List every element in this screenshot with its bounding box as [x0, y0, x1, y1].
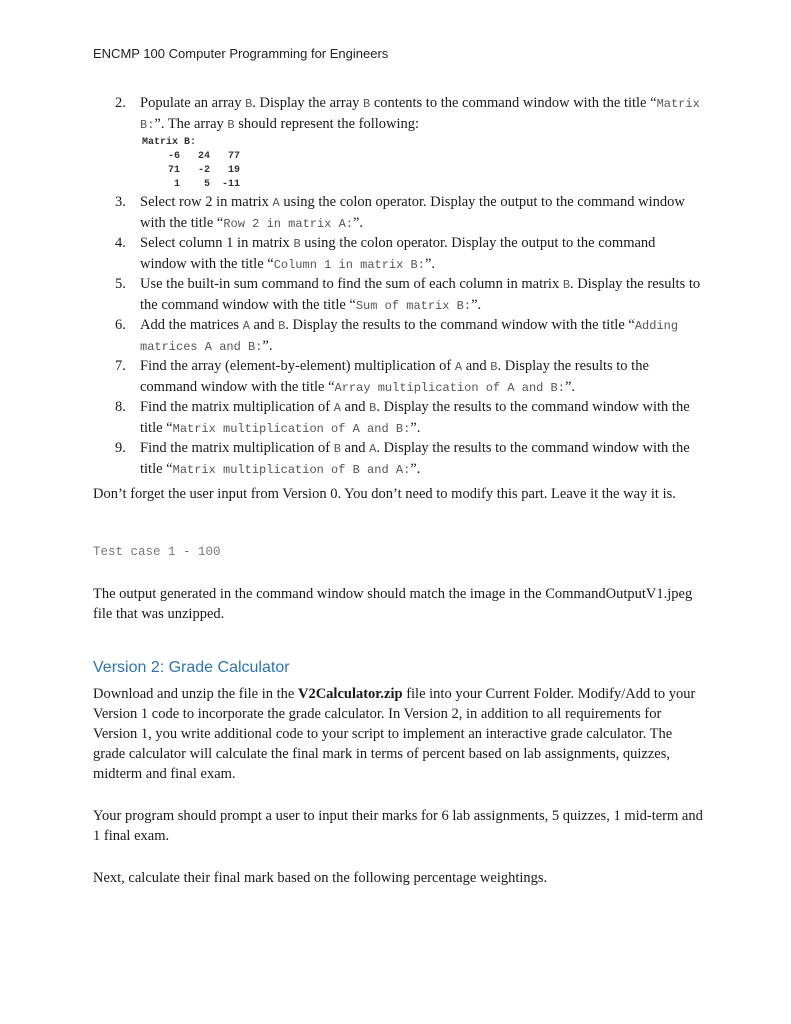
list-item-7	[115, 357, 705, 398]
item-text-part: ”.	[410, 419, 421, 436]
code-text: A	[333, 401, 341, 415]
item-text-part: ”.	[262, 337, 273, 354]
matrix-row	[150, 178, 240, 192]
list-item-5	[115, 275, 705, 316]
item-text-part: using the colon operator. Display the output to the command window with the title “	[140, 194, 685, 231]
item-text-part: . Display the results to the command window with the title “	[140, 358, 649, 395]
code-text: Array multiplication of A and B:	[334, 380, 565, 395]
list-item-9	[115, 439, 705, 480]
list-item-6	[115, 316, 705, 357]
v2-weighting-paragraph: Next, calculate their final mark based on the following percentage weightings.	[93, 870, 548, 886]
item-number: 4.	[115, 235, 126, 251]
code-text: B	[363, 97, 371, 111]
item-text-part: and	[462, 358, 491, 374]
matrix-row	[150, 150, 240, 164]
item-text-part: . Display the results to the command window with the title “	[140, 276, 701, 313]
code-text: B	[333, 442, 341, 456]
item-text-part: . Display the array	[252, 95, 364, 111]
item-text-part: contents to the command window with the title “	[370, 95, 657, 111]
item-number: 7.	[115, 358, 126, 374]
matrix-row	[150, 164, 240, 178]
item-text	[140, 357, 705, 398]
matrix-cell: -2	[197, 165, 210, 176]
list-item-3	[115, 193, 705, 234]
item-text-part: Select row 2 in matrix	[140, 194, 273, 210]
code-text: B	[562, 278, 571, 292]
matrix-cell: 77	[227, 151, 240, 162]
item-text	[140, 94, 705, 135]
list-item-2	[115, 94, 705, 135]
code-text: A	[242, 319, 250, 333]
code-text: B	[227, 117, 235, 132]
item-text-part: ”.	[352, 214, 364, 231]
item-text	[140, 193, 705, 234]
item-text	[140, 439, 705, 480]
item-text-part: using the colon operator. Display the output to the command window with the title “	[140, 235, 656, 272]
item-number: 8.	[115, 399, 126, 415]
page-header: ENCMP 100 Computer Programming for Engineers	[93, 46, 389, 61]
matrix-b-display	[142, 136, 705, 192]
code-text: B	[278, 319, 286, 333]
code-text: A	[272, 196, 280, 210]
item-text-part: Use the built-in sum command to find the sum of each column in matrix	[140, 276, 563, 292]
matrix-cell: -11	[221, 179, 240, 190]
code-text: Row 2 in matrix A:	[223, 216, 353, 231]
list-item-8	[115, 398, 705, 439]
item-text-part: ”.	[410, 460, 421, 477]
test-case-code: Test case 1 - 100	[93, 545, 221, 559]
item-text-part: . Display the results to the command window with the title “	[285, 317, 635, 333]
item-text-part: ”.	[424, 255, 435, 272]
code-text: A	[454, 360, 463, 374]
code-text: Matrix multiplication of A and B:	[172, 421, 411, 436]
code-text: Matrix multiplication of B and A:	[172, 462, 411, 477]
user-input-note: Don’t forget the user input from Version 0. You don’t need to modify this part. Leave it the way it is.	[93, 486, 676, 502]
item-text-part: and	[249, 317, 279, 333]
code-text: Adding matrices A and B:	[140, 319, 679, 354]
item-text-part: Find the array (element-by-element) multiplication of	[140, 358, 455, 374]
v2-prompt-paragraph: Your program should prompt a user to input their marks for 6 lab assignments, 5 quizzes, 1 mid-term and 1 final exam.	[93, 808, 703, 844]
item-text	[140, 316, 705, 357]
code-text: Column 1 in matrix B:	[273, 257, 425, 272]
output-note: The output generated in the command window should match the image in the CommandOutputV1.jpeg file that was unzipped.	[93, 586, 693, 622]
v2-intro-paragraph	[93, 684, 703, 784]
item-text-part: Add the matrices	[140, 317, 243, 333]
item-number: 2.	[115, 95, 126, 111]
code-text: Sum of matrix B:	[355, 298, 472, 313]
item-text-part: should represent the following:	[234, 115, 420, 132]
matrix-title: Matrix B:	[142, 137, 197, 148]
item-text-part: Populate an array	[140, 95, 246, 111]
code-text: B	[245, 97, 253, 111]
item-text	[140, 275, 705, 316]
item-text-part: and	[340, 440, 370, 456]
item-text-part: . Display the results to the command window with the title “	[140, 399, 690, 436]
list-item-4	[115, 234, 705, 275]
item-number: 6.	[115, 317, 126, 333]
matrix-b-table	[150, 150, 240, 192]
item-text-part: ”.	[471, 296, 482, 313]
item-text-part: Find the matrix multiplication of	[140, 440, 334, 456]
v2-text: Download and unzip the file in the	[93, 686, 298, 702]
item-number: 9.	[115, 440, 126, 456]
code-text: B	[490, 360, 498, 374]
code-text: Matrix B:	[140, 97, 700, 132]
code-text: B	[369, 401, 377, 415]
v2-text: file into your Current Folder. Modify/Add to your Version 1 code to incorporate the grade calculator. In Version 2, in addition to all requirements for Version 1, you write additional code to your script to implement an interactive grade calculator. The grade calculator will calculate the final mark in terms of percent based on lab assignments, quizzes, midterm and final exam.	[93, 686, 696, 782]
zip-filename: V2Calculator.zip	[297, 686, 403, 702]
section-title: Version 2: Grade Calculator	[93, 659, 290, 676]
matrix-cell: 24	[197, 151, 210, 162]
matrix-cell: 5	[203, 179, 210, 190]
code-text: A	[369, 442, 377, 456]
item-text	[140, 398, 705, 439]
item-number: 3.	[115, 194, 126, 210]
item-text-part: Find the matrix multiplication of	[140, 399, 334, 415]
item-number: 5.	[115, 276, 126, 292]
matrix-cell: 71	[167, 165, 180, 176]
item-text-part: Select column 1 in matrix	[140, 235, 294, 251]
matrix-cell: 1	[173, 179, 180, 190]
matrix-cell: -6	[167, 151, 180, 162]
item-text-part: ”.	[564, 378, 576, 395]
item-text-part: . Display the results to the command window with the title “	[140, 440, 690, 477]
code-text: B	[293, 237, 301, 251]
item-text-part: ”. The array	[154, 115, 228, 132]
item-text-part: and	[340, 399, 370, 415]
instruction-list	[115, 94, 705, 480]
item-text	[140, 234, 705, 275]
matrix-cell: 19	[227, 165, 240, 176]
